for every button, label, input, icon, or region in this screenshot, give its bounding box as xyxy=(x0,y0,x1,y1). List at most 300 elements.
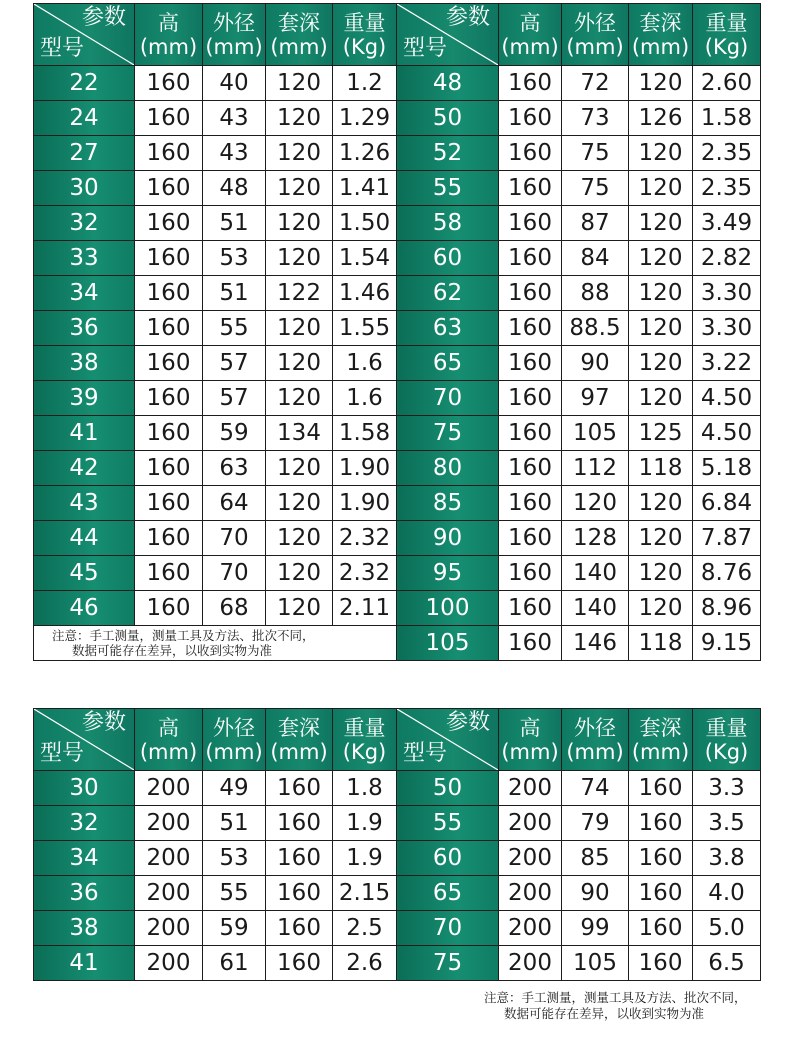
model-cell: 32 xyxy=(34,206,135,241)
outer-diameter-cell: 75 xyxy=(562,136,629,171)
outer-diameter-cell: 140 xyxy=(562,556,629,591)
outer-diameter-cell: 84 xyxy=(562,241,629,276)
model-label: 型号 xyxy=(40,741,85,766)
model-cell: 75 xyxy=(397,946,499,981)
outer-diameter-cell: 146 xyxy=(562,626,629,661)
header-label: 外径 xyxy=(574,715,616,740)
height-cell: 200 xyxy=(499,771,562,806)
table-row xyxy=(34,806,761,841)
table-row xyxy=(34,381,761,416)
weight-cell: 2.11 xyxy=(333,591,397,626)
model-cell: 48 xyxy=(397,66,499,101)
outer-diameter-cell: 88.5 xyxy=(562,311,629,346)
table-row xyxy=(34,241,761,276)
depth-cell: 120 xyxy=(266,346,333,381)
model-cell: 95 xyxy=(397,556,499,591)
depth-cell: 120 xyxy=(266,311,333,346)
weight-cell: 6.84 xyxy=(693,486,761,521)
height-cell: 200 xyxy=(135,771,203,806)
weight-cell: 1.8 xyxy=(333,771,397,806)
model-cell: 38 xyxy=(34,346,135,381)
weight-cell: 8.96 xyxy=(693,591,761,626)
header-unit: (mm) xyxy=(501,739,559,764)
model-cell: 43 xyxy=(34,486,135,521)
depth-header xyxy=(266,4,333,66)
weight-header xyxy=(333,4,397,66)
header-label: 套深 xyxy=(639,10,682,35)
outer-diameter-cell: 68 xyxy=(203,591,266,626)
outer-diameter-cell: 61 xyxy=(203,946,266,981)
outer-diameter-cell: 128 xyxy=(562,521,629,556)
weight-cell: 1.54 xyxy=(333,241,397,276)
model-cell: 42 xyxy=(34,451,135,486)
depth-cell: 160 xyxy=(629,946,693,981)
height-header xyxy=(499,4,562,66)
weight-cell: 9.15 xyxy=(693,626,761,661)
depth-header xyxy=(629,709,693,771)
depth-cell: 120 xyxy=(266,241,333,276)
outer-diameter-cell: 90 xyxy=(562,876,629,911)
param-label: 参数 xyxy=(445,710,490,735)
header-unit: (mm) xyxy=(139,739,198,764)
model-cell: 36 xyxy=(34,876,135,911)
depth-cell: 160 xyxy=(629,806,693,841)
height-cell: 160 xyxy=(499,276,562,311)
outer-diameter-cell: 75 xyxy=(562,171,629,206)
height-cell: 200 xyxy=(499,946,562,981)
weight-cell: 1.58 xyxy=(693,101,761,136)
model-cell: 41 xyxy=(34,416,135,451)
outer-diameter-cell: 51 xyxy=(203,206,266,241)
model-cell: 34 xyxy=(34,841,135,876)
model-cell: 52 xyxy=(397,136,499,171)
outer-diameter-cell: 59 xyxy=(203,911,266,946)
outer-diameter-cell: 59 xyxy=(203,416,266,451)
height-cell: 160 xyxy=(499,311,562,346)
outer-diameter-cell: 55 xyxy=(203,876,266,911)
depth-cell: 120 xyxy=(266,206,333,241)
outer-diameter-cell: 51 xyxy=(203,806,266,841)
depth-cell: 120 xyxy=(629,591,693,626)
weight-header xyxy=(333,709,397,771)
header-label: 高 xyxy=(519,10,541,35)
height-cell: 200 xyxy=(499,806,562,841)
header-unit: (mm) xyxy=(631,739,690,764)
outer-diameter-cell: 105 xyxy=(562,416,629,451)
depth-cell: 160 xyxy=(629,771,693,806)
weight-cell: 3.22 xyxy=(693,346,761,381)
weight-cell: 3.30 xyxy=(693,276,761,311)
weight-cell: 2.15 xyxy=(333,876,397,911)
depth-cell: 120 xyxy=(629,276,693,311)
outer-diameter-header xyxy=(203,709,266,771)
header-label: 外径 xyxy=(213,715,255,740)
weight-cell: 2.35 xyxy=(693,171,761,206)
depth-cell: 120 xyxy=(266,101,333,136)
outer-diameter-cell: 99 xyxy=(562,911,629,946)
note-line-1: 注意：手工测量，测量工具及方法、批次不同， xyxy=(52,628,315,643)
model-cell: 46 xyxy=(34,591,135,626)
outer-diameter-cell: 40 xyxy=(203,66,266,101)
model-cell: 30 xyxy=(34,771,135,806)
corner-header-cell xyxy=(34,709,135,771)
height-cell: 160 xyxy=(135,311,203,346)
outer-diameter-cell: 105 xyxy=(562,946,629,981)
depth-cell: 122 xyxy=(266,276,333,311)
depth-cell: 120 xyxy=(266,556,333,591)
model-cell: 105 xyxy=(397,626,499,661)
table-row xyxy=(34,66,761,101)
corner-header-cell xyxy=(397,4,499,66)
model-cell: 24 xyxy=(34,101,135,136)
weight-header xyxy=(693,4,761,66)
depth-cell: 120 xyxy=(266,591,333,626)
outer-diameter-cell: 88 xyxy=(562,276,629,311)
height-cell: 160 xyxy=(135,381,203,416)
table-row xyxy=(34,556,761,591)
bottom-disclaimer-note xyxy=(484,990,747,1022)
depth-cell: 134 xyxy=(266,416,333,451)
param-label: 参数 xyxy=(81,5,126,30)
height-cell: 160 xyxy=(499,136,562,171)
model-cell: 62 xyxy=(397,276,499,311)
table-row xyxy=(34,486,761,521)
outer-diameter-cell: 49 xyxy=(203,771,266,806)
note-line-2: 数据可能存在差异，以收到实物为准 xyxy=(72,643,273,658)
outer-diameter-cell: 72 xyxy=(562,66,629,101)
weight-cell: 5.0 xyxy=(693,911,761,946)
height-cell: 200 xyxy=(499,876,562,911)
height-cell: 160 xyxy=(499,451,562,486)
model-cell: 38 xyxy=(34,911,135,946)
weight-cell: 1.6 xyxy=(333,346,397,381)
model-cell: 70 xyxy=(397,911,499,946)
depth-cell: 120 xyxy=(266,521,333,556)
height-cell: 160 xyxy=(135,206,203,241)
header-unit: (Kg) xyxy=(704,739,749,764)
outer-diameter-cell: 140 xyxy=(562,591,629,626)
table-row xyxy=(34,171,761,206)
weight-cell: 7.87 xyxy=(693,521,761,556)
weight-header xyxy=(693,709,761,771)
depth-header xyxy=(629,4,693,66)
weight-cell: 1.26 xyxy=(333,136,397,171)
header-unit: (mm) xyxy=(205,34,263,59)
model-cell: 100 xyxy=(397,591,499,626)
header-unit: (mm) xyxy=(270,34,328,59)
height-cell: 160 xyxy=(499,626,562,661)
height-cell: 160 xyxy=(499,241,562,276)
depth-cell: 120 xyxy=(629,346,693,381)
header-label: 外径 xyxy=(213,10,255,35)
header-unit: (mm) xyxy=(566,34,624,59)
model-cell: 60 xyxy=(397,841,499,876)
height-cell: 160 xyxy=(499,171,562,206)
height-cell: 160 xyxy=(135,66,203,101)
height-cell: 200 xyxy=(135,946,203,981)
header-unit: (Kg) xyxy=(704,34,749,59)
weight-cell: 1.46 xyxy=(333,276,397,311)
table-row xyxy=(34,841,761,876)
note-line-2: 数据可能存在差异，以收到实物为准 xyxy=(504,1006,705,1021)
model-cell: 85 xyxy=(397,486,499,521)
height-cell: 160 xyxy=(499,556,562,591)
height-header xyxy=(135,4,203,66)
weight-cell: 2.82 xyxy=(693,241,761,276)
model-cell: 90 xyxy=(397,521,499,556)
outer-diameter-cell: 120 xyxy=(562,486,629,521)
height-cell: 160 xyxy=(499,66,562,101)
header-label: 高 xyxy=(519,715,541,740)
height-cell: 160 xyxy=(135,276,203,311)
table-row xyxy=(34,136,761,171)
model-cell: 45 xyxy=(34,556,135,591)
model-cell: 22 xyxy=(34,66,135,101)
depth-cell: 160 xyxy=(266,876,333,911)
height-cell: 160 xyxy=(499,206,562,241)
table-row xyxy=(34,346,761,381)
corner-header-cell xyxy=(397,709,499,771)
weight-cell: 4.50 xyxy=(693,416,761,451)
height-cell: 200 xyxy=(135,841,203,876)
outer-diameter-cell: 112 xyxy=(562,451,629,486)
outer-diameter-cell: 57 xyxy=(203,381,266,416)
model-cell: 30 xyxy=(34,171,135,206)
weight-cell: 3.8 xyxy=(693,841,761,876)
outer-diameter-cell: 51 xyxy=(203,276,266,311)
param-label: 参数 xyxy=(445,5,490,30)
height-cell: 200 xyxy=(135,911,203,946)
model-label: 型号 xyxy=(403,36,448,61)
model-cell: 55 xyxy=(397,806,499,841)
header-unit: (mm) xyxy=(501,34,559,59)
model-cell: 50 xyxy=(397,101,499,136)
weight-cell: 3.5 xyxy=(693,806,761,841)
weight-cell: 6.5 xyxy=(693,946,761,981)
depth-cell: 120 xyxy=(266,381,333,416)
outer-diameter-cell: 79 xyxy=(562,806,629,841)
depth-cell: 126 xyxy=(629,101,693,136)
height-cell: 160 xyxy=(135,591,203,626)
weight-cell: 2.32 xyxy=(333,556,397,591)
model-cell: 58 xyxy=(397,206,499,241)
table-header-row xyxy=(34,709,761,771)
weight-cell: 2.60 xyxy=(693,66,761,101)
model-cell: 60 xyxy=(397,241,499,276)
outer-diameter-cell: 64 xyxy=(203,486,266,521)
weight-cell: 4.0 xyxy=(693,876,761,911)
height-header xyxy=(135,709,203,771)
header-label: 套深 xyxy=(639,715,682,740)
depth-cell: 160 xyxy=(266,946,333,981)
weight-cell: 8.76 xyxy=(693,556,761,591)
header-unit: (mm) xyxy=(205,739,263,764)
depth-cell: 120 xyxy=(629,241,693,276)
weight-cell: 2.35 xyxy=(693,136,761,171)
depth-cell: 160 xyxy=(266,806,333,841)
depth-cell: 118 xyxy=(629,451,693,486)
height-cell: 160 xyxy=(135,101,203,136)
height-cell: 160 xyxy=(135,486,203,521)
header-label: 重量 xyxy=(343,715,386,740)
weight-cell: 1.6 xyxy=(333,381,397,416)
header-unit: (Kg) xyxy=(342,34,387,59)
model-cell: 63 xyxy=(397,311,499,346)
depth-cell: 160 xyxy=(266,911,333,946)
outer-diameter-cell: 97 xyxy=(562,381,629,416)
header-label: 高 xyxy=(158,715,179,740)
inline-disclaimer-note xyxy=(34,626,397,661)
table-row xyxy=(34,521,761,556)
model-cell: 27 xyxy=(34,136,135,171)
table-row xyxy=(34,416,761,451)
height-cell: 160 xyxy=(499,101,562,136)
outer-diameter-header xyxy=(562,709,629,771)
model-cell: 39 xyxy=(34,381,135,416)
depth-cell: 120 xyxy=(629,486,693,521)
model-label: 型号 xyxy=(40,36,85,61)
weight-cell: 3.49 xyxy=(693,206,761,241)
height-cell: 160 xyxy=(499,521,562,556)
weight-cell: 1.2 xyxy=(333,66,397,101)
height-cell: 160 xyxy=(135,521,203,556)
height-cell: 160 xyxy=(499,416,562,451)
depth-cell: 160 xyxy=(629,911,693,946)
outer-diameter-cell: 74 xyxy=(562,771,629,806)
height-cell: 200 xyxy=(135,876,203,911)
height-cell: 160 xyxy=(135,451,203,486)
header-unit: (Kg) xyxy=(342,739,387,764)
table-row xyxy=(34,911,761,946)
depth-cell: 160 xyxy=(629,876,693,911)
spec-table-200 xyxy=(33,708,761,981)
height-cell: 160 xyxy=(135,346,203,381)
depth-cell: 120 xyxy=(266,136,333,171)
weight-cell: 1.90 xyxy=(333,486,397,521)
table-row xyxy=(34,876,761,911)
param-label: 参数 xyxy=(81,710,126,735)
height-cell: 200 xyxy=(499,911,562,946)
model-cell: 65 xyxy=(397,876,499,911)
weight-cell: 2.6 xyxy=(333,946,397,981)
depth-cell: 120 xyxy=(629,171,693,206)
outer-diameter-cell: 53 xyxy=(203,241,266,276)
outer-diameter-cell: 63 xyxy=(203,451,266,486)
weight-cell: 1.50 xyxy=(333,206,397,241)
outer-diameter-cell: 85 xyxy=(562,841,629,876)
header-label: 高 xyxy=(158,10,179,35)
height-cell: 160 xyxy=(135,241,203,276)
outer-diameter-cell: 73 xyxy=(562,101,629,136)
weight-cell: 1.9 xyxy=(333,806,397,841)
outer-diameter-cell: 48 xyxy=(203,171,266,206)
height-cell: 160 xyxy=(135,136,203,171)
weight-cell: 2.5 xyxy=(333,911,397,946)
header-unit: (mm) xyxy=(631,34,690,59)
height-cell: 160 xyxy=(135,171,203,206)
depth-cell: 118 xyxy=(629,626,693,661)
table-row xyxy=(34,451,761,486)
outer-diameter-header xyxy=(562,4,629,66)
header-unit: (mm) xyxy=(270,739,328,764)
model-cell: 44 xyxy=(34,521,135,556)
model-cell: 70 xyxy=(397,381,499,416)
note-line-1: 注意：手工测量，测量工具及方法、批次不同， xyxy=(484,990,747,1005)
outer-diameter-cell: 55 xyxy=(203,311,266,346)
table-row xyxy=(34,626,761,661)
depth-cell: 120 xyxy=(629,311,693,346)
depth-cell: 125 xyxy=(629,416,693,451)
model-cell: 65 xyxy=(397,346,499,381)
header-label: 套深 xyxy=(278,10,320,35)
weight-cell: 1.90 xyxy=(333,451,397,486)
table-body xyxy=(34,771,761,981)
height-cell: 160 xyxy=(499,381,562,416)
height-cell: 200 xyxy=(499,841,562,876)
height-cell: 160 xyxy=(499,486,562,521)
header-label: 外径 xyxy=(574,10,616,35)
header-label: 重量 xyxy=(705,10,748,35)
table-row xyxy=(34,311,761,346)
outer-diameter-cell: 43 xyxy=(203,136,266,171)
outer-diameter-cell: 43 xyxy=(203,101,266,136)
depth-cell: 160 xyxy=(266,771,333,806)
weight-cell: 1.41 xyxy=(333,171,397,206)
model-cell: 75 xyxy=(397,416,499,451)
table-row xyxy=(34,591,761,626)
table-row xyxy=(34,206,761,241)
weight-cell: 4.50 xyxy=(693,381,761,416)
depth-cell: 120 xyxy=(629,136,693,171)
table-header-row xyxy=(34,4,761,66)
depth-cell: 120 xyxy=(266,66,333,101)
header-label: 重量 xyxy=(705,715,748,740)
model-cell: 55 xyxy=(397,171,499,206)
outer-diameter-cell: 53 xyxy=(203,841,266,876)
corner-header-cell xyxy=(34,4,135,66)
header-unit: (mm) xyxy=(139,34,198,59)
outer-diameter-cell: 57 xyxy=(203,346,266,381)
header-label: 重量 xyxy=(343,10,386,35)
table-row xyxy=(34,771,761,806)
depth-cell: 120 xyxy=(266,451,333,486)
model-cell: 33 xyxy=(34,241,135,276)
weight-cell: 1.58 xyxy=(333,416,397,451)
outer-diameter-header xyxy=(203,4,266,66)
height-cell: 160 xyxy=(135,416,203,451)
header-label: 套深 xyxy=(278,715,320,740)
weight-cell: 2.32 xyxy=(333,521,397,556)
table-row xyxy=(34,276,761,311)
model-cell: 34 xyxy=(34,276,135,311)
weight-cell: 5.18 xyxy=(693,451,761,486)
model-cell: 36 xyxy=(34,311,135,346)
model-label: 型号 xyxy=(403,741,448,766)
depth-cell: 160 xyxy=(266,841,333,876)
height-cell: 200 xyxy=(135,806,203,841)
depth-cell: 120 xyxy=(629,206,693,241)
weight-cell: 3.30 xyxy=(693,311,761,346)
depth-cell: 120 xyxy=(629,556,693,591)
height-cell: 160 xyxy=(135,556,203,591)
model-cell: 32 xyxy=(34,806,135,841)
outer-diameter-cell: 70 xyxy=(203,521,266,556)
outer-diameter-cell: 87 xyxy=(562,206,629,241)
weight-cell: 1.55 xyxy=(333,311,397,346)
table-row xyxy=(34,946,761,981)
model-cell: 80 xyxy=(397,451,499,486)
outer-diameter-cell: 90 xyxy=(562,346,629,381)
